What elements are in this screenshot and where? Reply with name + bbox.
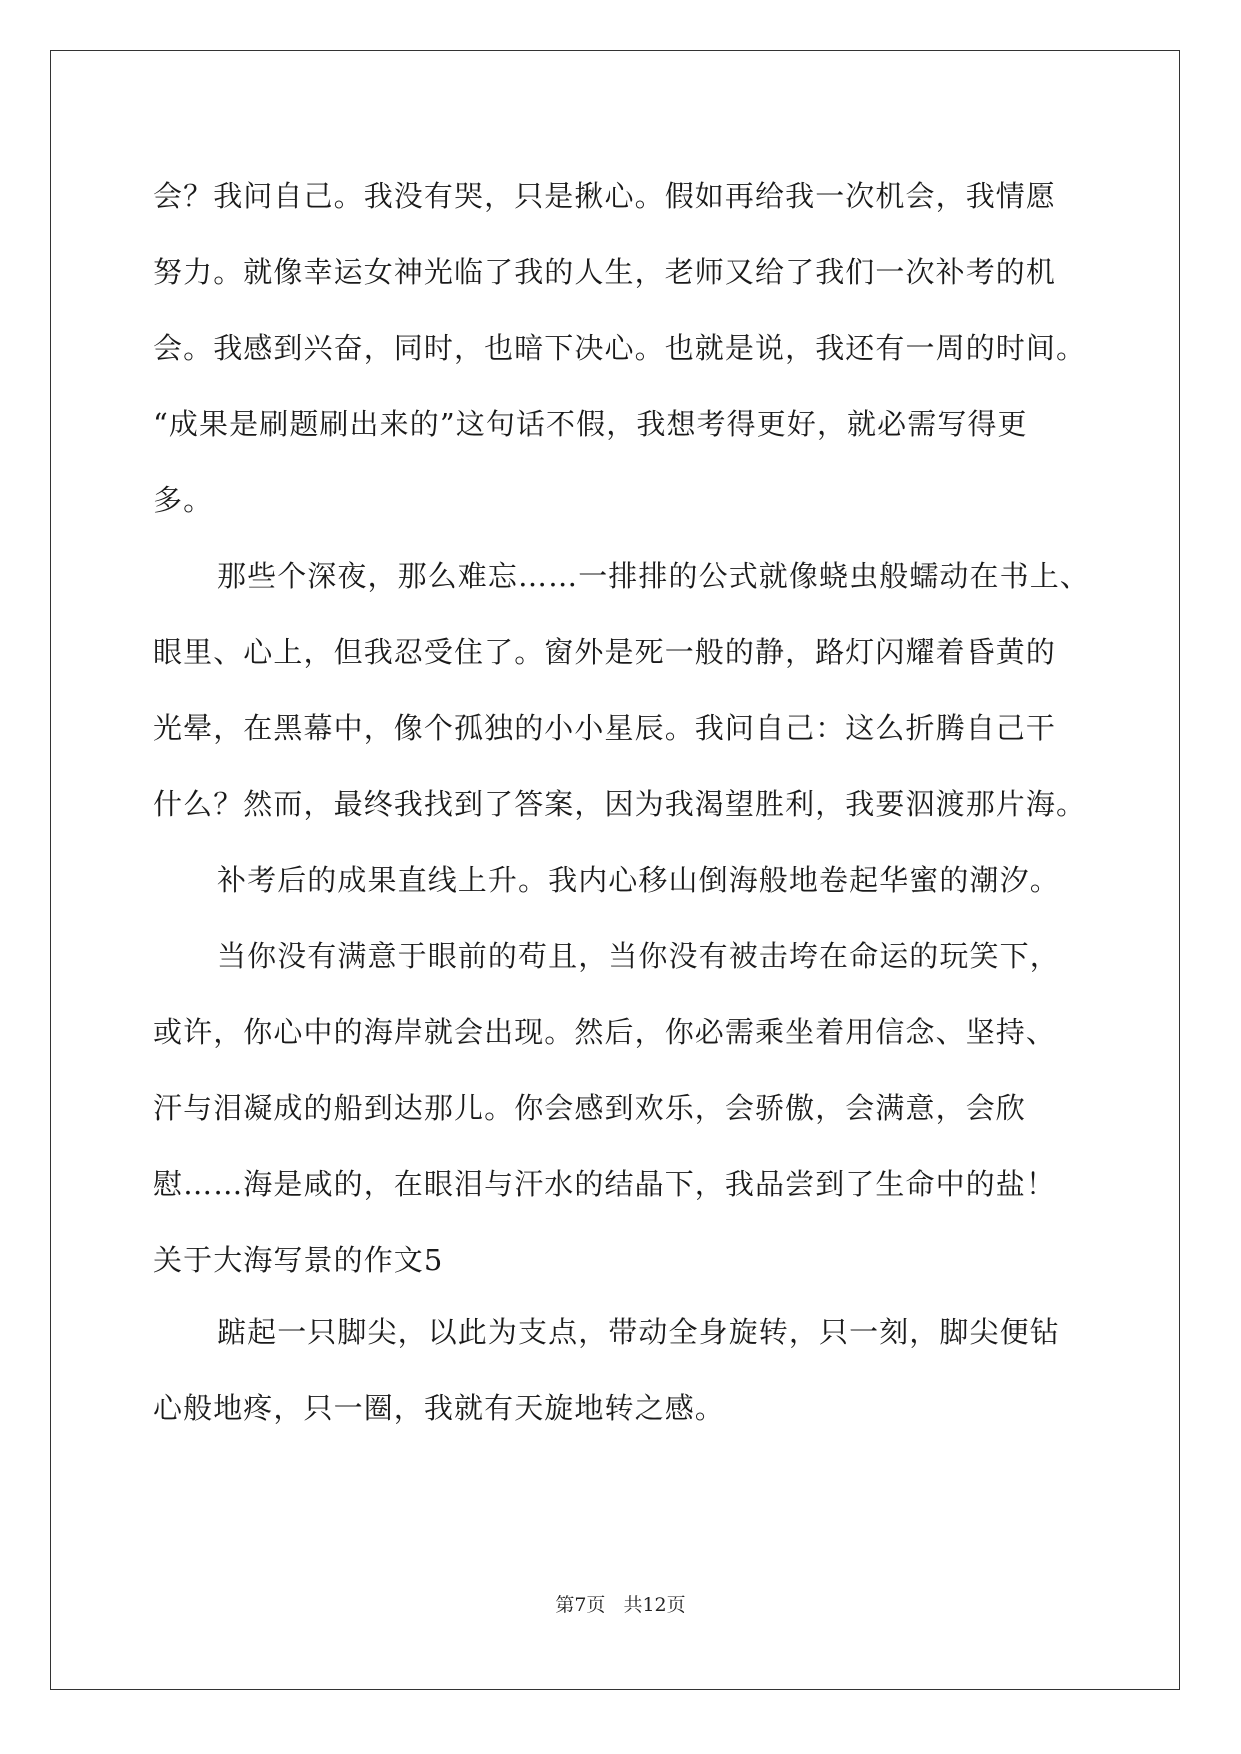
- text-line: 多。: [153, 483, 214, 517]
- paragraph-start: 踮起一只脚尖，以此为支点，带动全身旋转，只一刻，脚尖便钻: [217, 1315, 1060, 1349]
- document-body: [153, 158, 1091, 1446]
- text-line: 慰……海是咸的，在眼泪与汗水的结晶下，我品尝到了生命中的盐！: [153, 1167, 1057, 1201]
- text-line: 或许，你心中的海岸就会出现。然后，你必需乘坐着用信念、坚持、: [153, 1015, 1057, 1049]
- paragraph-start: 当你没有满意于眼前的苟且，当你没有被击垮在命运的玩笑下，: [217, 939, 1060, 973]
- text-line: “成果是刷题刷出来的”这句话不假，我想考得更好，就必需写得更: [153, 407, 1028, 441]
- text-line: 眼里、心上，但我忍受住了。窗外是死一般的静，路灯闪耀着昏黄的: [153, 635, 1057, 669]
- text-line: 什么？然而，最终我找到了答案，因为我渴望胜利，我要泅渡那片海。: [153, 787, 1087, 821]
- text-line: 光晕，在黑幕中，像个孤独的小小星辰。我问自己：这么折腾自己干: [153, 711, 1057, 745]
- text-line: 汗与泪凝成的船到达那儿。你会感到欢乐，会骄傲，会满意，会欣: [153, 1091, 1026, 1125]
- paragraph-start: 那些个深夜，那么难忘……一排排的公式就像蛲虫般蠕动在书上、: [217, 559, 1090, 593]
- text-line: 努力。就像幸运女神光临了我的人生，老师又给了我们一次补考的机: [153, 255, 1057, 289]
- page-total: 共12页: [623, 1594, 686, 1616]
- text-line: 心般地疼，只一圈，我就有天旋地转之感。: [153, 1391, 725, 1425]
- text-line: 会。我感到兴奋，同时，也暗下决心。也就是说，我还有一周的时间。: [153, 331, 1087, 365]
- page-number: 第7页: [555, 1594, 606, 1616]
- text-line: 会？我问自己。我没有哭，只是揪心。假如再给我一次机会，我情愿: [153, 179, 1057, 213]
- paragraph-start: 补考后的成果直线上升。我内心移山倒海般地卷起华蜜的潮汐。: [217, 863, 1060, 897]
- page-footer: [0, 1590, 1241, 1617]
- section-heading: 关于大海写景的作文5: [153, 1243, 444, 1277]
